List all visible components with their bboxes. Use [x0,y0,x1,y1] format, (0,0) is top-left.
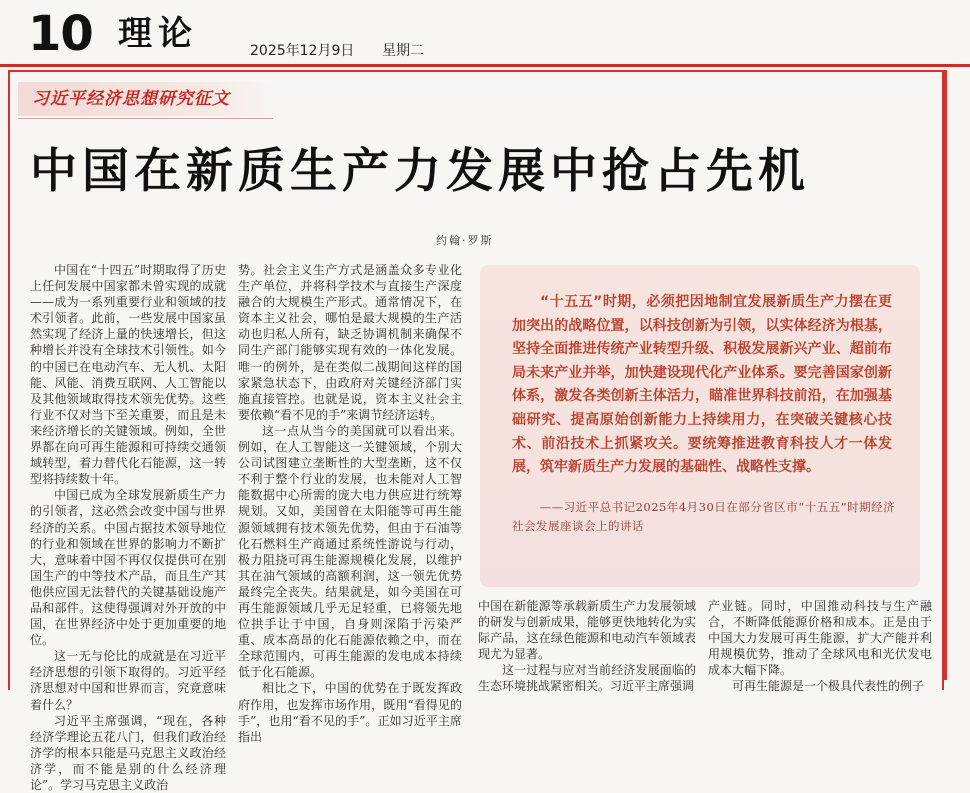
paragraph: 相比之下，中国的优势在于既发挥政府作用，也发挥市场作用，既用“看得见的手”，也用“看不见的手”。正如习近平主席指出 [238,681,462,744]
publication-date: 2025年12月9日 [250,43,355,59]
header-rule [0,64,970,67]
paragraph: 中国在“十四五”时期取得了历史上任何发展中国家都未曾实现的成就——成为一系列重要行业和领域的技术引领者。此前，一些发展中国家虽然实现了经济上量的快速增长，但这种增长并没有全球技术引领性。如今的中国已在电动汽车、无人机、太阳能、风能、消费互联网、人工智能以及其他领域取得技术领先优势。这些行业不仅对当下至关重要，而且是未来经济增长的关键领域。例如，全世界都在向可再生能源和可持续交通领域转型，着力替代化石能源，这一转型将持续数十年。 [30,263,226,487]
paragraph: 这一无与伦比的成就是在习近平经济思想的引领下取得的。习近平经济思想对中国和世界而言，究竟意味着什么？ [30,649,226,712]
body-column-1 [30,262,226,792]
article-byline: 约翰·罗斯 [436,234,494,247]
article-headline: 中国在新质生产力发展中抢占先机 [30,144,810,199]
section-title: 理论 [118,14,198,54]
body-column-2 [238,262,462,744]
paragraph: 这一点从当今的美国就可以看出来。例如，在人工智能这一关键领域，个别大公司试图建立垄断性的大型垄断，这不仅不利于整个行业的发展，也未能对人工智能数据中心所需的庞大电力供应进行统筹规划。又如，美国曾在太阳能等可再生能源领域拥有技术领先优势，但由于石油等化石燃料生产商通过系统性游说与行动，极力阻挠可再生能源规模化发展，以维护其在油气领域的高额利润，这一领先优势最终完全丧失。结果就是，如今美国在可再生能源领域几乎无足轻重，已将领先地位拱手让于中国，自身则深陷于污染严重、成本高昂的化石能源依赖之中，而在全球范围内，可再生能源的发电成本持续低于化石能源。 [238,423,462,680]
article-frame-edge [944,70,947,680]
column-tag: 习近平经济思想研究征文 [32,89,230,109]
pull-quote-text: “十五五”时期，必须把因地制宜发展新质生产力摆在更加突出的战略位置，以科技创新为引领，以实体经济为根基，坚持全面推进传统产业转型升级、积极发展新兴产业、超前布局未来产业并举，加快建设现代化产业体系。要完善国家创新体系，激发各类创新主体活力，瞄准世界科技前沿，在加强基础研究、提高原始创新能力上持续用力，在突破关键核心技术、前沿技术上抓紧攻关。要统筹推进教育科技人才一体发展，筑牢新质生产力发展的基础性、战略性支撑。 [512,294,892,476]
body-column-4 [708,598,932,694]
paragraph: 产业链。同时，中国推动科技与生产融合，不断降低能源价格和成本。正是由于中国大力发展可再生能源，扩大产能并利用规模优势，推动了全球风电和光伏发电成本大幅下降。 [708,599,932,678]
body-column-3 [478,598,696,694]
page-header [0,0,970,66]
publication-weekday: 星期二 [382,43,424,59]
paragraph: 中国在新能源等承载新质生产力发展领域的研发与创新成果，能够更快地转化为实际产品，这在绿色能源和电动汽车领域表现尤为显著。 [478,599,696,662]
page-number: 10 [28,6,93,62]
paragraph: 习近平主席强调，“现在，各种经济学理论五花八门，但我们政治经济学的根本只能是马克思主义政治经济学，而不能是别的什么经济理论”。学习马克思主义政治 [30,713,226,792]
pull-quote-source: ——习近平总书记2025年4月30日在部分省区市“十五五”时期经济社会发展座谈会上的讲话 [512,500,896,533]
paragraph: 势。社会主义生产方式是涵盖众多专业化生产单位，并将科学技术与直接生产深度融合的大规模生产形式。通常情况下，在资本主义社会，哪怕是最大规模的生产活动也归私人所有，缺乏协调机制来确保不同生产部门能够实现有效的一体化发展。唯一的例外，是在类似二战期间这样的国家紧急状态下，由政府对关键经济部门实施直接管控。也就是说，资本主义社会主要依赖“看不见的手”来调节经济运转。 [238,263,462,422]
paragraph: 可再生能源是一个极具代表性的例子 [732,679,925,694]
column-tag-rule [18,118,273,119]
paragraph: 这一过程与应对当前经济发展面临的生态环境挑战紧密相关。习近平主席强调 [478,663,696,694]
paragraph: 中国已成为全球发展新质生产力的引领者，这必然会改变中国与世界经济的关系。中国占据技术领导地位的行业和领域在世界的影响力不断扩大，意味着中国不再仅仅提供可在别国生产的中等技术产品，而且生产其他供应国无法替代的关键基础设施产品和部件。这使得强调对外开放的中国，在世界经济中处于更加重要的地位。 [30,488,226,648]
